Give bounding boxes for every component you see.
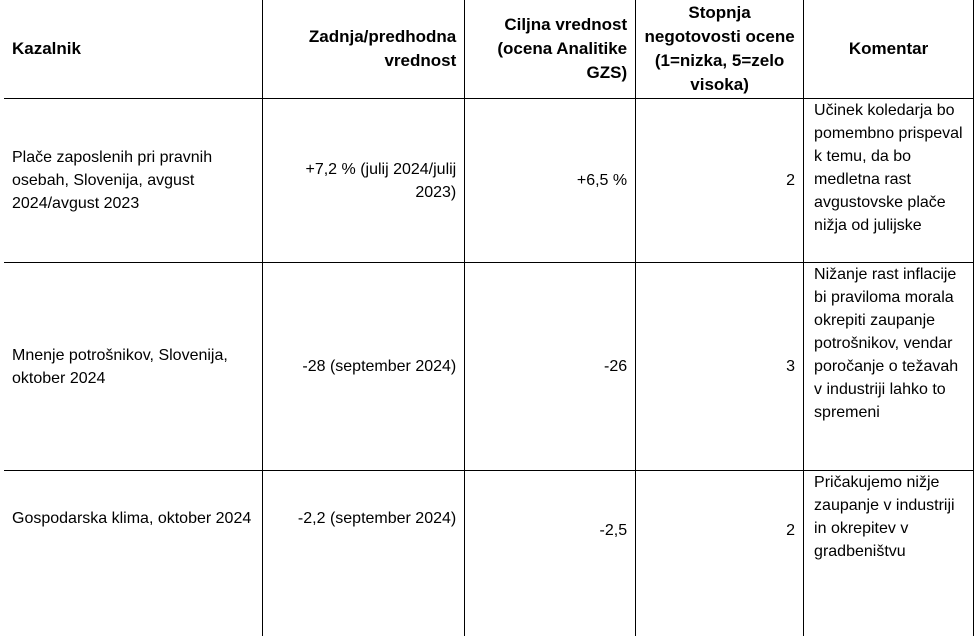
header-comment: Komentar — [804, 0, 974, 99]
cell-uncertainty: 2 — [636, 99, 804, 263]
cell-uncertainty: 2 — [636, 471, 804, 636]
cell-target: -2,5 — [465, 471, 636, 636]
table-row — [4, 263, 974, 471]
cell-comment: Nižanje rast inflacije bi praviloma morala okrepiti zaupanje potrošnikov, vendar poročanje o težavah v industriji lahko to spremeni — [804, 263, 974, 471]
header-indicator: Kazalnik — [4, 0, 263, 99]
header-last-previous: Zadnja/predhodna vrednost — [263, 0, 465, 99]
cell-indicator: Gospodarska klima, oktober 2024 — [4, 471, 263, 636]
cell-comment: Učinek koledarja bo pomembno prispeval k temu, da bo medletna rast avgustovske plače nižja od julijske — [804, 99, 974, 263]
cell-last-previous: +7,2 % (julij 2024/julij 2023) — [263, 99, 465, 263]
cell-comment: Pričakujemo nižje zaupanje v industriji in okrepitev v gradbeništvu — [804, 471, 974, 636]
cell-last-previous: -28 (september 2024) — [263, 263, 465, 471]
header-uncertainty: Stopnja negotovosti ocene (1=nizka, 5=zelo visoka) — [636, 0, 804, 99]
table-row — [4, 471, 974, 636]
cell-last-previous: -2,2 (september 2024) — [263, 471, 465, 636]
cell-target: +6,5 % — [465, 99, 636, 263]
table-row — [4, 99, 974, 263]
header-row — [4, 0, 974, 99]
cell-indicator: Plače zaposlenih pri pravnih osebah, Slovenija, avgust 2024/avgust 2023 — [4, 99, 263, 263]
indicator-table — [4, 0, 974, 636]
header-target: Ciljna vrednost (ocena Analitike GZS) — [465, 0, 636, 99]
cell-uncertainty: 3 — [636, 263, 804, 471]
cell-target: -26 — [465, 263, 636, 471]
cell-indicator: Mnenje potrošnikov, Slovenija, oktober 2024 — [4, 263, 263, 471]
